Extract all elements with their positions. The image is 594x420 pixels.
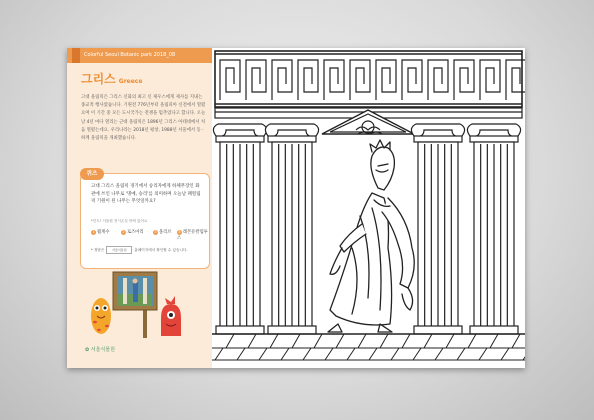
- description-text: 고대 올림픽은 그리스 신화의 최고 신 제우스에게 제사를 지내는 종교적 행사였습니다. 기원전 776년부터 올림피아 신전에서 열렸으며 이 기간 중 모든 도시국가는 전쟁을 멈추었다고 합니다. 오늘날 4년 마다 열리는 근대 올림픽은 1896년 그리스 아테네에서 처음 열렸는데요. 우리나라는 2018년 평창, 1988년 서울에서 동 · 하계 올림픽을 개최했습니다.: [81, 95, 206, 142]
- quiz-badge: 퀴즈: [80, 168, 104, 180]
- coloring-illustration: [212, 48, 525, 368]
- quiz-hint: *힌트! 식물원 전시온실 안에 있어요: [91, 219, 148, 223]
- banner-tab: [72, 48, 80, 63]
- footer-logo: ✿ 서울식물원: [85, 347, 115, 353]
- quiz-option-2: 2 로즈마리: [122, 230, 144, 235]
- column: [213, 124, 266, 334]
- coloring-sheet: [67, 48, 525, 368]
- red-character: [161, 296, 181, 336]
- orange-character: [91, 298, 111, 334]
- answer-box: 서울식물원: [106, 246, 132, 254]
- title-en: Greece: [118, 78, 143, 85]
- quiz-option-3: 3 올리브: [154, 230, 172, 235]
- info-panel: [67, 48, 212, 368]
- page-title: [81, 70, 142, 87]
- column: [467, 124, 520, 334]
- header-banner: Colorful Seoul Botanic park 2018_08: [67, 48, 212, 63]
- quiz-box: [80, 173, 210, 269]
- sign-board: [113, 272, 157, 338]
- column: [411, 124, 464, 334]
- column: [265, 124, 318, 334]
- quiz-option-4: 4 레몬유칼립투스: [177, 230, 208, 241]
- quiz-question: 고대 그리스 올림픽 경기에서 승리자에게 하체무장인 화관에 쓰인 나무로 '명예, 승리'를 의미하며 오늘날 패럴림픽 기원이 된 나무는 무엇일까요?: [91, 184, 201, 204]
- quiz-answer-line: * 정답은 서울식물원 홈페이지에서 확인할 수 있습니다.: [91, 248, 188, 252]
- title-ko: 그리스: [81, 72, 116, 86]
- mascot-illustration: [87, 270, 197, 340]
- quiz-option-1: 1 월계수: [92, 230, 110, 235]
